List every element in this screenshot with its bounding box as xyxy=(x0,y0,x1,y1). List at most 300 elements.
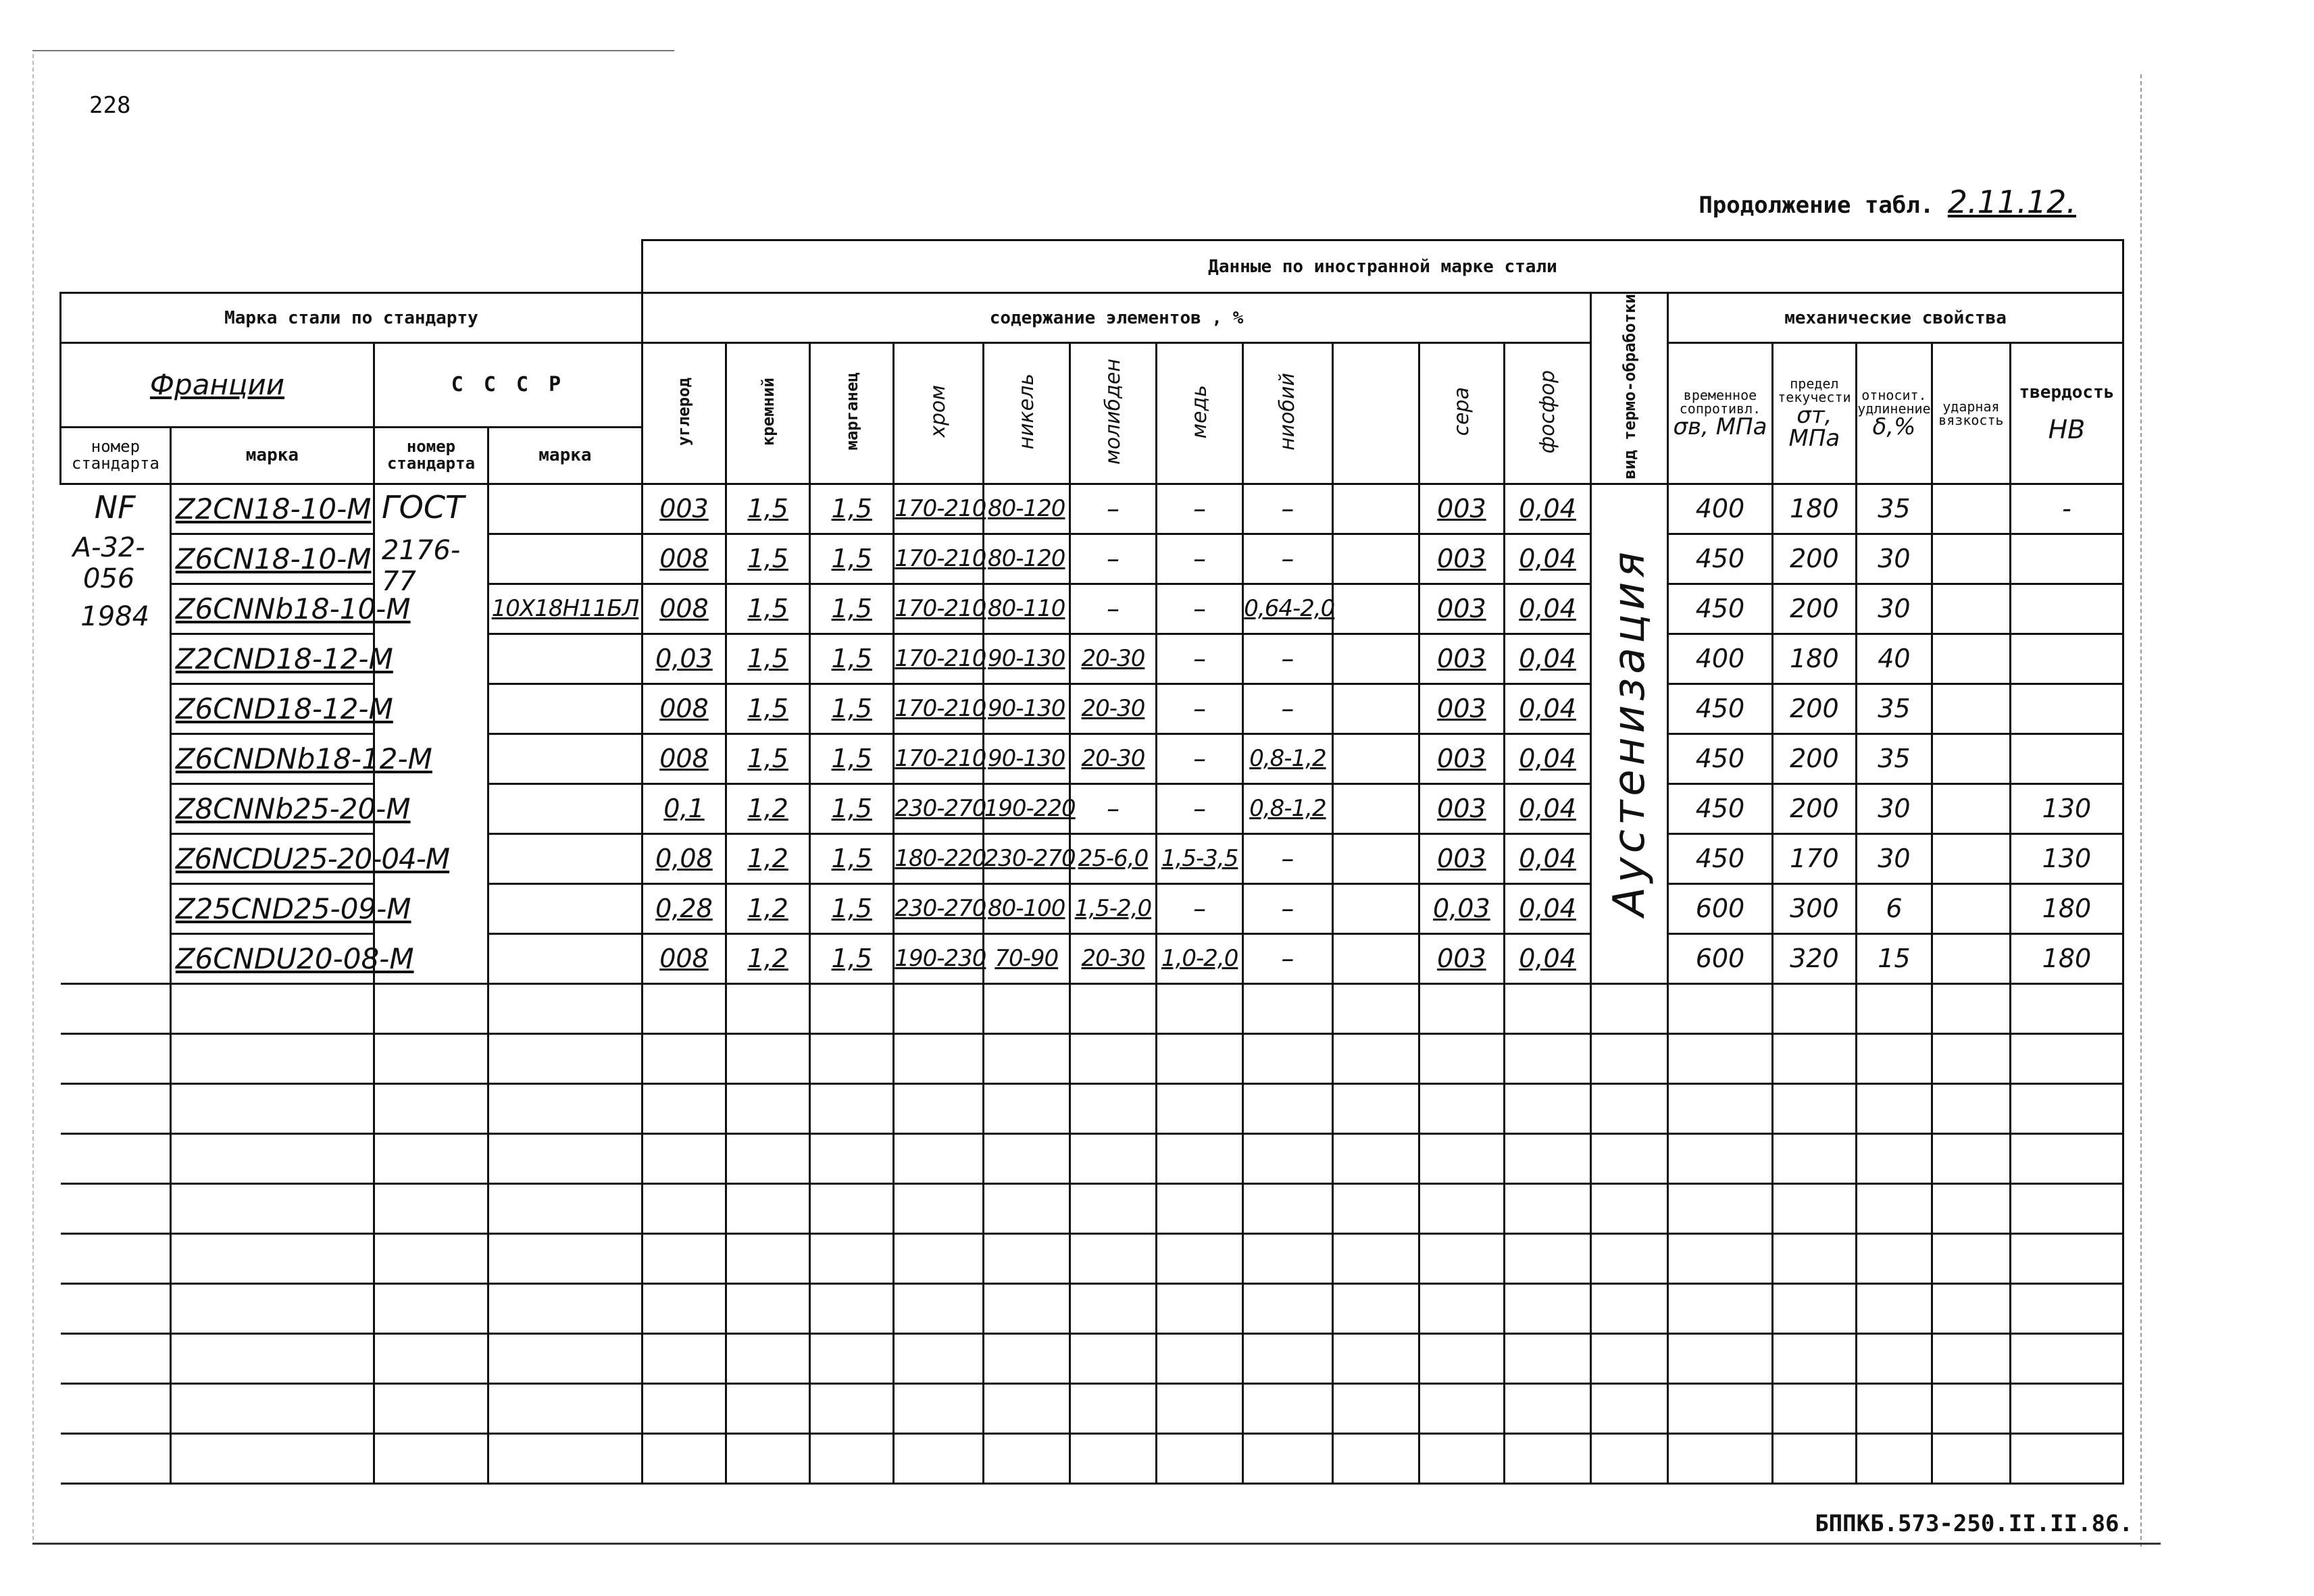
empty-cell xyxy=(1591,1333,1668,1383)
empty-cell xyxy=(2010,1083,2123,1133)
empty-cell xyxy=(894,1033,983,1083)
empty-cell xyxy=(1591,1183,1668,1233)
phosphorus-value: 0,04 xyxy=(1504,634,1590,684)
empty-cell xyxy=(983,1283,1070,1333)
empty-cell xyxy=(726,1283,810,1333)
empty-cell xyxy=(1932,1083,2010,1133)
empty-cell xyxy=(894,1183,983,1233)
col-phosphorus xyxy=(1504,343,1590,484)
empty-cell xyxy=(1668,1233,1773,1283)
empty-cell xyxy=(170,1433,374,1483)
empty-cell xyxy=(61,1283,171,1333)
carbon-value: 008 xyxy=(642,584,726,634)
blank-value xyxy=(1332,733,1419,783)
empty-cell xyxy=(1932,1133,2010,1183)
yield-value: 180 xyxy=(1772,634,1856,684)
elongation-value: 30 xyxy=(1856,584,1932,634)
france-standard-blank xyxy=(61,634,171,983)
empty-cell xyxy=(61,1333,171,1383)
empty-cell xyxy=(642,983,726,1033)
carbon-value: 0,08 xyxy=(642,833,726,883)
empty-cell xyxy=(1591,1133,1668,1183)
empty-cell xyxy=(2010,1383,2123,1433)
niobium-value: 0,8-1,2 xyxy=(1243,783,1332,833)
empty-cell xyxy=(983,1083,1070,1133)
empty-cell xyxy=(1157,1083,1243,1133)
empty-cell xyxy=(1504,1033,1590,1083)
hardness-value xyxy=(2010,684,2123,733)
silicon-value: 1,5 xyxy=(726,484,810,534)
hardness-unit: HB xyxy=(2048,414,2086,444)
empty-cell xyxy=(810,983,894,1033)
empty-cell xyxy=(1070,1333,1156,1383)
empty-cell xyxy=(170,1183,374,1233)
empty-row xyxy=(61,1033,2123,1083)
empty-cell xyxy=(1419,983,1504,1033)
elongation-value: 35 xyxy=(1856,733,1932,783)
ussr-grade-cell xyxy=(488,933,642,983)
empty-cell xyxy=(1243,1183,1332,1233)
col-carbon xyxy=(642,343,726,484)
empty-cell xyxy=(1932,1433,2010,1483)
table-row xyxy=(61,484,2123,534)
empty-row xyxy=(61,1233,2123,1283)
empty-cell xyxy=(170,1083,374,1133)
empty-cell xyxy=(894,1283,983,1333)
molybdenum-label: молибден xyxy=(1101,358,1125,465)
silicon-value: 1,5 xyxy=(726,733,810,783)
empty-cell xyxy=(1504,1233,1590,1283)
empty-cell xyxy=(2010,1333,2123,1383)
empty-cell xyxy=(488,1033,642,1083)
empty-cell xyxy=(374,1433,488,1483)
empty-cell xyxy=(1070,1033,1156,1083)
empty-cell xyxy=(1772,1033,1856,1083)
yield-value: 200 xyxy=(1772,534,1856,584)
empty-cell xyxy=(2010,1283,2123,1333)
empty-cell xyxy=(374,983,488,1033)
empty-cell xyxy=(1332,1383,1419,1433)
manganese-value: 1,5 xyxy=(810,933,894,983)
col-chromium xyxy=(894,343,983,484)
silicon-value: 1,2 xyxy=(726,833,810,883)
phosphorus-value: 0,04 xyxy=(1504,833,1590,883)
empty-cell xyxy=(170,1033,374,1083)
empty-cell xyxy=(1591,1433,1668,1483)
elongation-value: 6 xyxy=(1856,883,1932,933)
empty-cell xyxy=(1070,1133,1156,1183)
chromium-value: 180-220 xyxy=(894,833,983,883)
empty-cell xyxy=(488,1133,642,1183)
empty-cell xyxy=(1856,1083,1932,1133)
empty-cell xyxy=(1419,1083,1504,1133)
manganese-value: 1,5 xyxy=(810,833,894,883)
gost-label: ГОСТ xyxy=(382,488,465,525)
empty-cell xyxy=(1332,1433,1419,1483)
nickel-label: никель xyxy=(1014,374,1038,450)
grade-cell: Z6CND18-12-M xyxy=(170,684,374,733)
empty-row xyxy=(61,1133,2123,1183)
copper-value: – xyxy=(1157,733,1243,783)
impact-value xyxy=(1932,534,2010,584)
page-number: 228 xyxy=(89,92,131,119)
chromium-value: 230-270 xyxy=(894,883,983,933)
tensile-sym: σв, МПа xyxy=(1673,413,1767,440)
empty-cell xyxy=(170,1283,374,1333)
empty-cell xyxy=(1070,1433,1156,1483)
col-hardness xyxy=(2010,343,2123,484)
empty-cell xyxy=(374,1033,488,1083)
sulfur-label: сера xyxy=(1449,387,1474,436)
empty-cell xyxy=(374,1083,488,1133)
col-molybdenum xyxy=(1070,343,1156,484)
empty-row xyxy=(61,1083,2123,1133)
empty-cell xyxy=(1772,1233,1856,1283)
empty-cell xyxy=(1668,983,1773,1033)
empty-cell xyxy=(1070,1183,1156,1233)
yield-value: 200 xyxy=(1772,584,1856,634)
header-blank xyxy=(61,240,643,293)
table-row xyxy=(61,833,2123,883)
ussr-grade-cell xyxy=(488,634,642,684)
impact-value xyxy=(1932,733,2010,783)
header-mechanical: механические свойства xyxy=(1668,293,2123,343)
header-france xyxy=(61,343,374,428)
empty-cell xyxy=(1591,1383,1668,1433)
tensile-value: 450 xyxy=(1668,584,1773,634)
grade-cell: Z2CN18-10-M xyxy=(170,484,374,534)
tensile-label: временное сопротивл. xyxy=(1679,386,1761,417)
empty-cell xyxy=(1504,1083,1590,1133)
grade-cell: Z8CNNb25-20-M xyxy=(170,783,374,833)
empty-cell xyxy=(488,1333,642,1383)
empty-cell xyxy=(894,1083,983,1133)
grade-cell: Z6NCDU25-20-04-M xyxy=(170,833,374,883)
empty-cell xyxy=(1332,1083,1419,1133)
nickel-value: 90-130 xyxy=(983,684,1070,733)
molybdenum-value: – xyxy=(1070,484,1156,534)
silicon-value: 1,2 xyxy=(726,933,810,983)
empty-row xyxy=(61,983,2123,1033)
phosphorus-value: 0,04 xyxy=(1504,783,1590,833)
empty-cell xyxy=(1932,983,2010,1033)
empty-cell xyxy=(1332,1133,1419,1183)
empty-cell xyxy=(2010,983,2123,1033)
col-impact xyxy=(1932,343,2010,484)
empty-cell xyxy=(1070,983,1156,1033)
silicon-value: 1,5 xyxy=(726,534,810,584)
empty-cell xyxy=(1070,1383,1156,1433)
blank-value xyxy=(1332,783,1419,833)
phosphorus-value: 0,04 xyxy=(1504,584,1590,634)
copper-value: – xyxy=(1157,883,1243,933)
empty-cell xyxy=(894,1133,983,1183)
empty-cell xyxy=(983,1183,1070,1233)
manganese-value: 1,5 xyxy=(810,684,894,733)
manganese-value: 1,5 xyxy=(810,634,894,684)
empty-cell xyxy=(642,1283,726,1333)
empty-cell xyxy=(1504,983,1590,1033)
empty-cell xyxy=(983,1433,1070,1483)
niobium-value: – xyxy=(1243,933,1332,983)
empty-cell xyxy=(170,983,374,1033)
nickel-value: 80-120 xyxy=(983,534,1070,584)
empty-cell xyxy=(642,1383,726,1433)
phosphorus-value: 0,04 xyxy=(1504,933,1590,983)
empty-cell xyxy=(1772,1433,1856,1483)
empty-cell xyxy=(642,1233,726,1283)
empty-cell xyxy=(1419,1433,1504,1483)
manganese-value: 1,5 xyxy=(810,783,894,833)
chromium-value: 170-210 xyxy=(894,584,983,634)
impact-value xyxy=(1932,634,2010,684)
table-row xyxy=(61,634,2123,684)
empty-cell xyxy=(1419,1033,1504,1083)
empty-cell xyxy=(170,1333,374,1383)
empty-cell xyxy=(1504,1333,1590,1383)
ussr-grade-cell xyxy=(488,833,642,883)
empty-cell xyxy=(726,1383,810,1433)
empty-cell xyxy=(374,1383,488,1433)
empty-cell xyxy=(1591,1233,1668,1283)
niobium-value: – xyxy=(1243,684,1332,733)
empty-cell xyxy=(61,1133,171,1183)
empty-cell xyxy=(1157,1033,1243,1083)
empty-cell xyxy=(726,983,810,1033)
impact-label: ударная вязкость xyxy=(1938,398,2004,428)
ussr-grade-cell xyxy=(488,733,642,783)
carbon-value: 0,1 xyxy=(642,783,726,833)
phosphorus-value: 0,04 xyxy=(1504,484,1590,534)
header-composition: содержание элементов , % xyxy=(642,293,1590,343)
empty-cell xyxy=(1668,1383,1773,1433)
manganese-value: 1,5 xyxy=(810,534,894,584)
yield-value: 200 xyxy=(1772,733,1856,783)
empty-cell xyxy=(1772,1333,1856,1383)
elongation-value: 15 xyxy=(1856,933,1932,983)
blank-value xyxy=(1332,933,1419,983)
empty-cell xyxy=(61,1183,171,1233)
empty-cell xyxy=(2010,1183,2123,1233)
silicon-value: 1,5 xyxy=(726,684,810,733)
chromium-value: 170-210 xyxy=(894,684,983,733)
empty-cell xyxy=(1856,1283,1932,1333)
empty-cell xyxy=(726,1033,810,1083)
empty-cell xyxy=(810,1083,894,1133)
empty-cell xyxy=(1243,1133,1332,1183)
empty-cell xyxy=(1419,1233,1504,1283)
empty-cell xyxy=(810,1233,894,1283)
empty-cell xyxy=(1856,1183,1932,1233)
table-row xyxy=(61,534,2123,584)
empty-cell xyxy=(1504,1433,1590,1483)
sulfur-value: 003 xyxy=(1419,783,1504,833)
empty-cell xyxy=(810,1133,894,1183)
niobium-value: – xyxy=(1243,634,1332,684)
phosphorus-value: 0,04 xyxy=(1504,733,1590,783)
nickel-value: 80-100 xyxy=(983,883,1070,933)
col-blank-element xyxy=(1332,343,1419,484)
empty-cell xyxy=(61,1033,171,1083)
empty-cell xyxy=(1932,1183,2010,1233)
ussr-grade-cell xyxy=(488,684,642,733)
tensile-value: 400 xyxy=(1668,634,1773,684)
elongation-value: 35 xyxy=(1856,684,1932,733)
empty-cell xyxy=(1772,1083,1856,1133)
empty-row xyxy=(61,1383,2123,1433)
empty-cell xyxy=(170,1133,374,1183)
empty-cell xyxy=(1856,1233,1932,1283)
empty-cell xyxy=(894,983,983,1033)
header-std-number: номер стандарта xyxy=(61,427,171,484)
empty-cell xyxy=(642,1083,726,1133)
molybdenum-value: – xyxy=(1070,534,1156,584)
carbon-label: углерод xyxy=(674,377,694,446)
hardness-value: 130 xyxy=(2010,833,2123,883)
empty-cell xyxy=(1504,1383,1590,1433)
document-code: БППКБ.573-250.II.II.86. xyxy=(1815,1510,2133,1537)
copper-label: медь xyxy=(1188,384,1212,439)
sulfur-value: 003 xyxy=(1419,534,1504,584)
empty-cell xyxy=(1504,1133,1590,1183)
empty-cell xyxy=(726,1083,810,1133)
empty-cell xyxy=(1856,983,1932,1033)
col-yield-strength xyxy=(1772,343,1856,484)
niobium-value: 0,64-2,0 xyxy=(1243,584,1332,634)
empty-cell xyxy=(2010,1033,2123,1083)
empty-cell xyxy=(983,1333,1070,1383)
empty-cell xyxy=(983,1033,1070,1083)
header-foreign-data: Данные по иностранной марке стали xyxy=(642,240,2123,293)
empty-cell xyxy=(726,1133,810,1183)
ussr-grade-cell xyxy=(488,534,642,584)
empty-cell xyxy=(488,1383,642,1433)
carbon-value: 008 xyxy=(642,733,726,783)
sulfur-value: 003 xyxy=(1419,684,1504,733)
empty-row xyxy=(61,1333,2123,1383)
impact-value xyxy=(1932,484,2010,534)
standard-year: 1984 xyxy=(80,600,150,632)
continuation-title xyxy=(1699,184,2076,220)
empty-cell xyxy=(810,1283,894,1333)
yield-value: 200 xyxy=(1772,783,1856,833)
empty-cell xyxy=(2010,1233,2123,1283)
empty-cell xyxy=(61,983,171,1033)
molybdenum-value: – xyxy=(1070,783,1156,833)
header-std-number-ussr: номер стандарта xyxy=(374,427,488,484)
hardness-value xyxy=(2010,733,2123,783)
empty-cell xyxy=(642,1433,726,1483)
right-margin-line xyxy=(2140,74,2142,1547)
table-row xyxy=(61,883,2123,933)
table-row xyxy=(61,584,2123,634)
empty-cell xyxy=(810,1333,894,1383)
sulfur-value: 003 xyxy=(1419,833,1504,883)
hardness-value xyxy=(2010,534,2123,584)
silicon-label: кремний xyxy=(758,377,778,446)
impact-value xyxy=(1932,883,2010,933)
sulfur-value: 003 xyxy=(1419,933,1504,983)
manganese-value: 1,5 xyxy=(810,883,894,933)
copper-value: – xyxy=(1157,484,1243,534)
empty-cell xyxy=(894,1383,983,1433)
header-ussr: С С С Р xyxy=(374,343,643,428)
carbon-value: 008 xyxy=(642,684,726,733)
niobium-value: – xyxy=(1243,833,1332,883)
empty-cell xyxy=(61,1083,171,1133)
nickel-value: 90-130 xyxy=(983,634,1070,684)
empty-cell xyxy=(1504,1183,1590,1233)
empty-cell xyxy=(1419,1333,1504,1383)
niobium-value: – xyxy=(1243,534,1332,584)
tensile-value: 600 xyxy=(1668,883,1773,933)
tensile-value: 600 xyxy=(1668,933,1773,983)
empty-cell xyxy=(1243,1283,1332,1333)
continuation-label: Продолжение табл. xyxy=(1699,192,1934,219)
elongation-label: относит. удлинение xyxy=(1857,386,1931,417)
heat-treatment-cell xyxy=(1591,484,1668,983)
bottom-rule xyxy=(32,1543,2161,1545)
elongation-value: 30 xyxy=(1856,833,1932,883)
empty-cell xyxy=(488,1233,642,1283)
empty-cell xyxy=(1157,1433,1243,1483)
table-row xyxy=(61,933,2123,983)
empty-cell xyxy=(726,1333,810,1383)
yield-label: предел текучести xyxy=(1778,375,1851,405)
empty-cell xyxy=(1157,1283,1243,1333)
empty-cell xyxy=(1772,1183,1856,1233)
hardness-value: - xyxy=(2010,484,2123,534)
empty-cell xyxy=(1070,1233,1156,1283)
copper-value: – xyxy=(1157,584,1243,634)
niobium-value: – xyxy=(1243,883,1332,933)
empty-cell xyxy=(1591,983,1668,1033)
empty-cell xyxy=(810,1433,894,1483)
empty-cell xyxy=(488,1283,642,1333)
niobium-value: 0,8-1,2 xyxy=(1243,733,1332,783)
nickel-value: 190-220 xyxy=(983,783,1070,833)
nickel-value: 80-120 xyxy=(983,484,1070,534)
empty-cell xyxy=(1243,1433,1332,1483)
empty-cell xyxy=(1591,1033,1668,1083)
empty-cell xyxy=(1157,1183,1243,1233)
empty-cell xyxy=(1772,983,1856,1033)
chromium-value: 170-210 xyxy=(894,484,983,534)
table-row xyxy=(61,783,2123,833)
standard-number: А-32-056 xyxy=(72,532,145,594)
chromium-value: 230-270 xyxy=(894,783,983,833)
empty-cell xyxy=(488,983,642,1033)
left-margin-line xyxy=(32,54,34,1540)
silicon-value: 1,2 xyxy=(726,883,810,933)
copper-value: – xyxy=(1157,634,1243,684)
col-nickel xyxy=(983,343,1070,484)
empty-cell xyxy=(374,1183,488,1233)
table-row xyxy=(61,733,2123,783)
chromium-label: хром xyxy=(926,385,951,438)
empty-cell xyxy=(1157,1383,1243,1433)
empty-cell xyxy=(1772,1283,1856,1333)
empty-cell xyxy=(374,1233,488,1283)
empty-cell xyxy=(726,1433,810,1483)
impact-value xyxy=(1932,833,2010,883)
france-label: Франции xyxy=(149,368,285,402)
sulfur-value: 0,03 xyxy=(1419,883,1504,933)
hardness-value: 180 xyxy=(2010,933,2123,983)
empty-row xyxy=(61,1283,2123,1333)
phosphorus-value: 0,04 xyxy=(1504,883,1590,933)
empty-cell xyxy=(1772,1133,1856,1183)
